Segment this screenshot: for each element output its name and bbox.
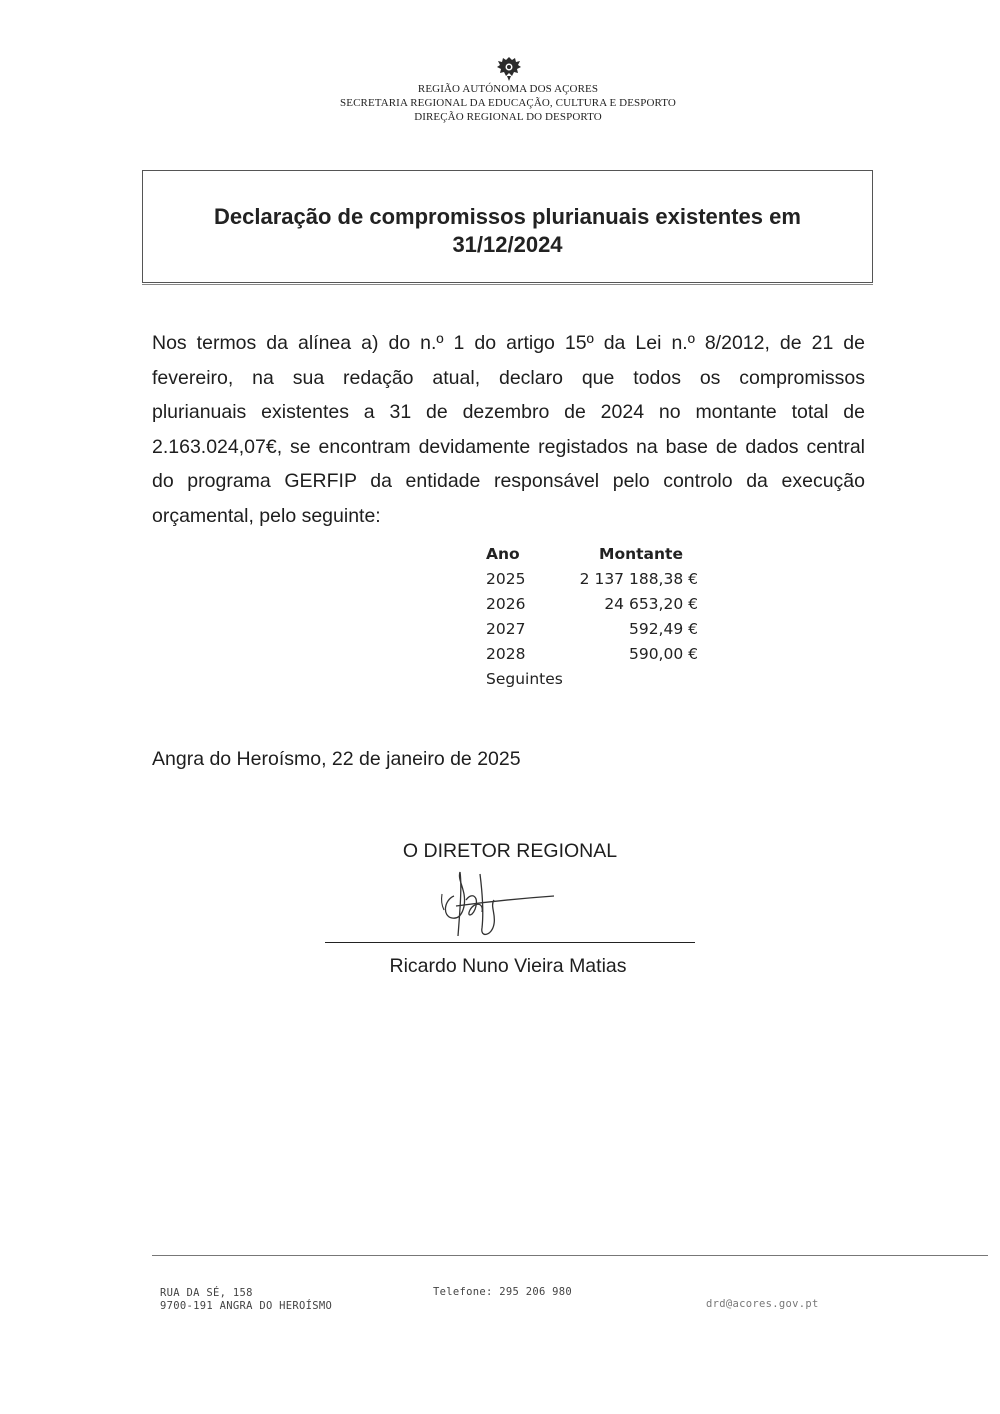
footer-address-line-2: 9700-191 ANGRA DO HEROÍSMO (160, 1300, 333, 1312)
declaration-paragraph (152, 326, 865, 533)
footer-email-link[interactable]: drd@acores.gov.pt (706, 1298, 819, 1310)
amount-cell: 592,49 € (628, 620, 698, 638)
paragraph-line: fevereiro, na sua redação atual, declaro que todos os compromissos (152, 366, 865, 389)
column-header-montante: Montante (599, 545, 683, 563)
footer-divider (152, 1255, 988, 1256)
paragraph-line: 2.163.024,07€, se encontram devidamente registados na base de dados central (152, 435, 865, 458)
document-title-line-2: 31/12/2024 (452, 232, 563, 257)
column-header-ano: Ano (486, 545, 520, 563)
year-cell: 2025 (486, 570, 526, 588)
year-cell: Seguintes (486, 670, 563, 688)
paragraph-line: orçamental, pelo seguinte: (152, 504, 381, 527)
signature-line (325, 942, 695, 943)
year-cell: 2026 (486, 595, 526, 613)
header-region: REGIÃO AUTÓNOMA DOS AÇORES (417, 83, 599, 95)
document-title-line-1: Declaração de compromissos plurianuais existentes em (214, 204, 801, 229)
coat-of-arms-icon (494, 54, 524, 82)
handwritten-signature (436, 866, 560, 942)
paragraph-line: do programa GERFIP da entidade responsável pelo controlo da execução (152, 470, 865, 492)
amount-cell: 2 137 188,38 € (579, 570, 698, 588)
title-box (142, 170, 873, 283)
place-date-line: Angra do Heroísmo, 22 de janeiro de 2025 (152, 748, 521, 770)
signer-title: O DIRETOR REGIONAL (402, 840, 618, 862)
header-directorate: DIREÇÃO REGIONAL DO DESPORTO (414, 111, 602, 123)
footer-address-line-1: RUA DA SÉ, 158 (160, 1287, 253, 1299)
signer-name: Ricardo Nuno Vieira Matias (389, 955, 627, 977)
header-secretariat: SECRETARIA REGIONAL DA EDUCAÇÃO, CULTURA E DESPORTO (340, 97, 676, 109)
footer-phone: Telefone: 295 206 980 (433, 1286, 573, 1298)
paragraph-line: Nos termos da alínea a) do n.º 1 do artigo 15º da Lei n.º 8/2012, de 21 de (152, 332, 865, 354)
paragraph-line: plurianuais existentes a 31 de dezembro de 2024 no montante total de (152, 401, 865, 423)
amount-cell: 590,00 € (628, 645, 698, 663)
year-cell: 2027 (486, 620, 526, 638)
amount-cell: 24 653,20 € (604, 595, 698, 613)
year-cell: 2028 (486, 645, 526, 663)
